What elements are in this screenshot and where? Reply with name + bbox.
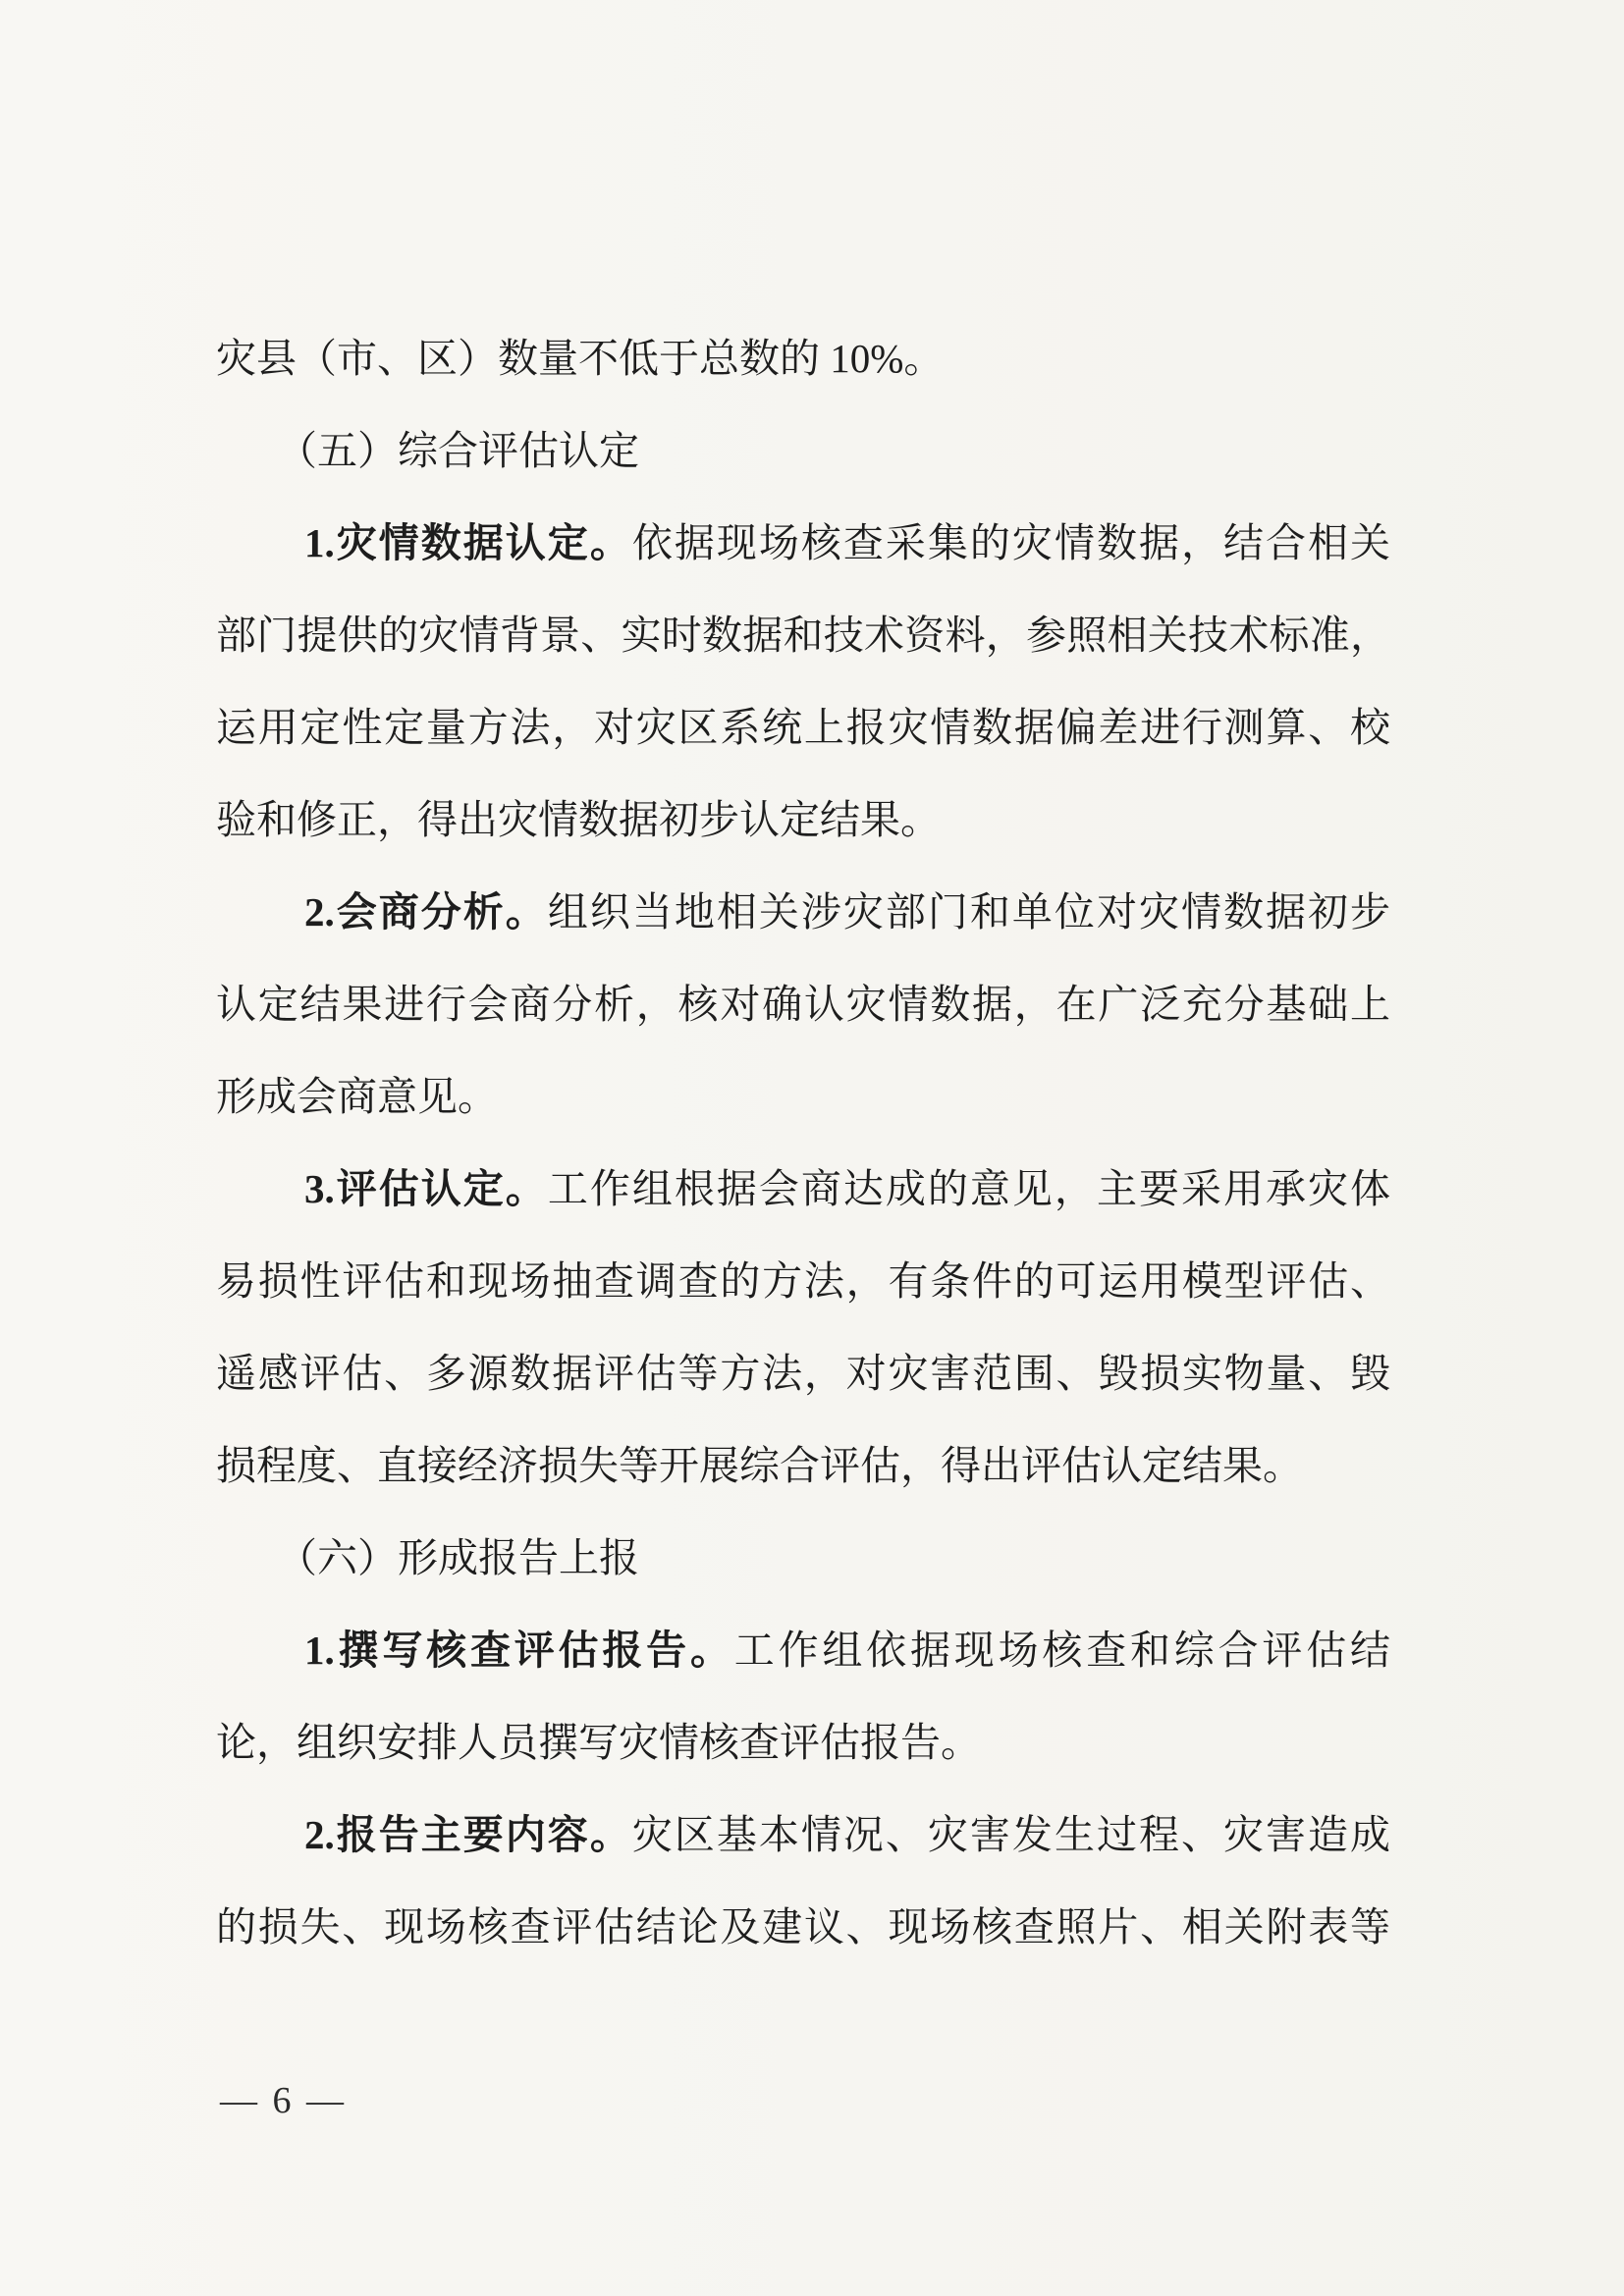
paragraph-label: 1.撰写核查评估报告。 [304, 1628, 734, 1673]
paragraph-text: 依据现场核查采集的灾情数据，结合相关 [631, 520, 1391, 565]
page-number: — 6 — [220, 2080, 347, 2121]
heading-text: （六）形成报告上报 [277, 1535, 639, 1580]
paragraph-text: 的损失、现场核查评估结论及建议、现场核查照片、相关附表等 [216, 1904, 1390, 1949]
paragraph-line [216, 589, 1390, 681]
paragraph-line [216, 497, 1390, 589]
paragraph-text: 遥感评估、多源数据评估等方法，对灾害范围、毁损实物量、毁 [216, 1351, 1390, 1396]
paragraph-text: 灾区基本情况、灾害发生过程、灾害造成 [631, 1812, 1391, 1857]
paragraph-text: 运用定性定量方法，对灾区系统上报灾情数据偏差进行测算、校 [216, 705, 1390, 750]
paragraph-line [216, 1789, 1390, 1881]
paragraph-text: 工作组根据会商达成的意见，主要采用承灾体 [547, 1166, 1391, 1211]
paragraph-text: 损程度、直接经济损失等开展综合评估，得出评估认定结果。 [216, 1443, 1303, 1488]
paragraph-label: 1.灾情数据认定。 [304, 520, 632, 565]
paragraph-text: 论，组织安排人员撰写灾情核查评估报告。 [216, 1720, 981, 1765]
paragraph-line [216, 866, 1390, 958]
paragraph-label: 2.会商分析。 [304, 889, 548, 934]
section-heading-5 [216, 404, 1390, 497]
paragraph-line [216, 1881, 1390, 1973]
paragraph-line [216, 1696, 1390, 1789]
paragraph-text: 认定结果进行会商分析，核对确认灾情数据，在广泛充分基础上 [216, 982, 1390, 1027]
paragraph-line [216, 1327, 1390, 1419]
paragraph-line [216, 1143, 1390, 1235]
paragraph-line [216, 774, 1390, 866]
paragraph-text: 易损性评估和现场抽查调查的方法，有条件的可运用模型评估、 [216, 1258, 1390, 1304]
section-heading-6 [216, 1512, 1390, 1604]
paragraph-line [216, 958, 1390, 1050]
paragraph-line [216, 1419, 1390, 1512]
paragraph-text: 部门提供的灾情背景、实时数据和技术资料，参照相关技术标准， [216, 613, 1390, 658]
paragraph-text: 灾县（市、区）数量不低于总数的 10%。 [216, 336, 945, 381]
paragraph-line [216, 1604, 1390, 1696]
paragraph-label: 2.报告主要内容。 [304, 1812, 632, 1857]
paragraph-line [216, 1050, 1390, 1143]
paragraph-text: 验和修正，得出灾情数据初步认定结果。 [216, 797, 941, 842]
paragraph-text: 形成会商意见。 [216, 1074, 498, 1119]
paragraph-text: 组织当地相关涉灾部门和单位对灾情数据初步 [547, 889, 1391, 934]
paragraph-line [216, 681, 1390, 774]
heading-text: （五）综合评估认定 [277, 428, 639, 473]
paragraph-line [216, 1235, 1390, 1327]
paragraph-line [216, 312, 1390, 404]
paragraph-text: 工作组依据现场核查和综合评估结 [733, 1628, 1391, 1673]
paragraph-label: 3.评估认定。 [304, 1166, 548, 1211]
document-body [216, 312, 1390, 1973]
